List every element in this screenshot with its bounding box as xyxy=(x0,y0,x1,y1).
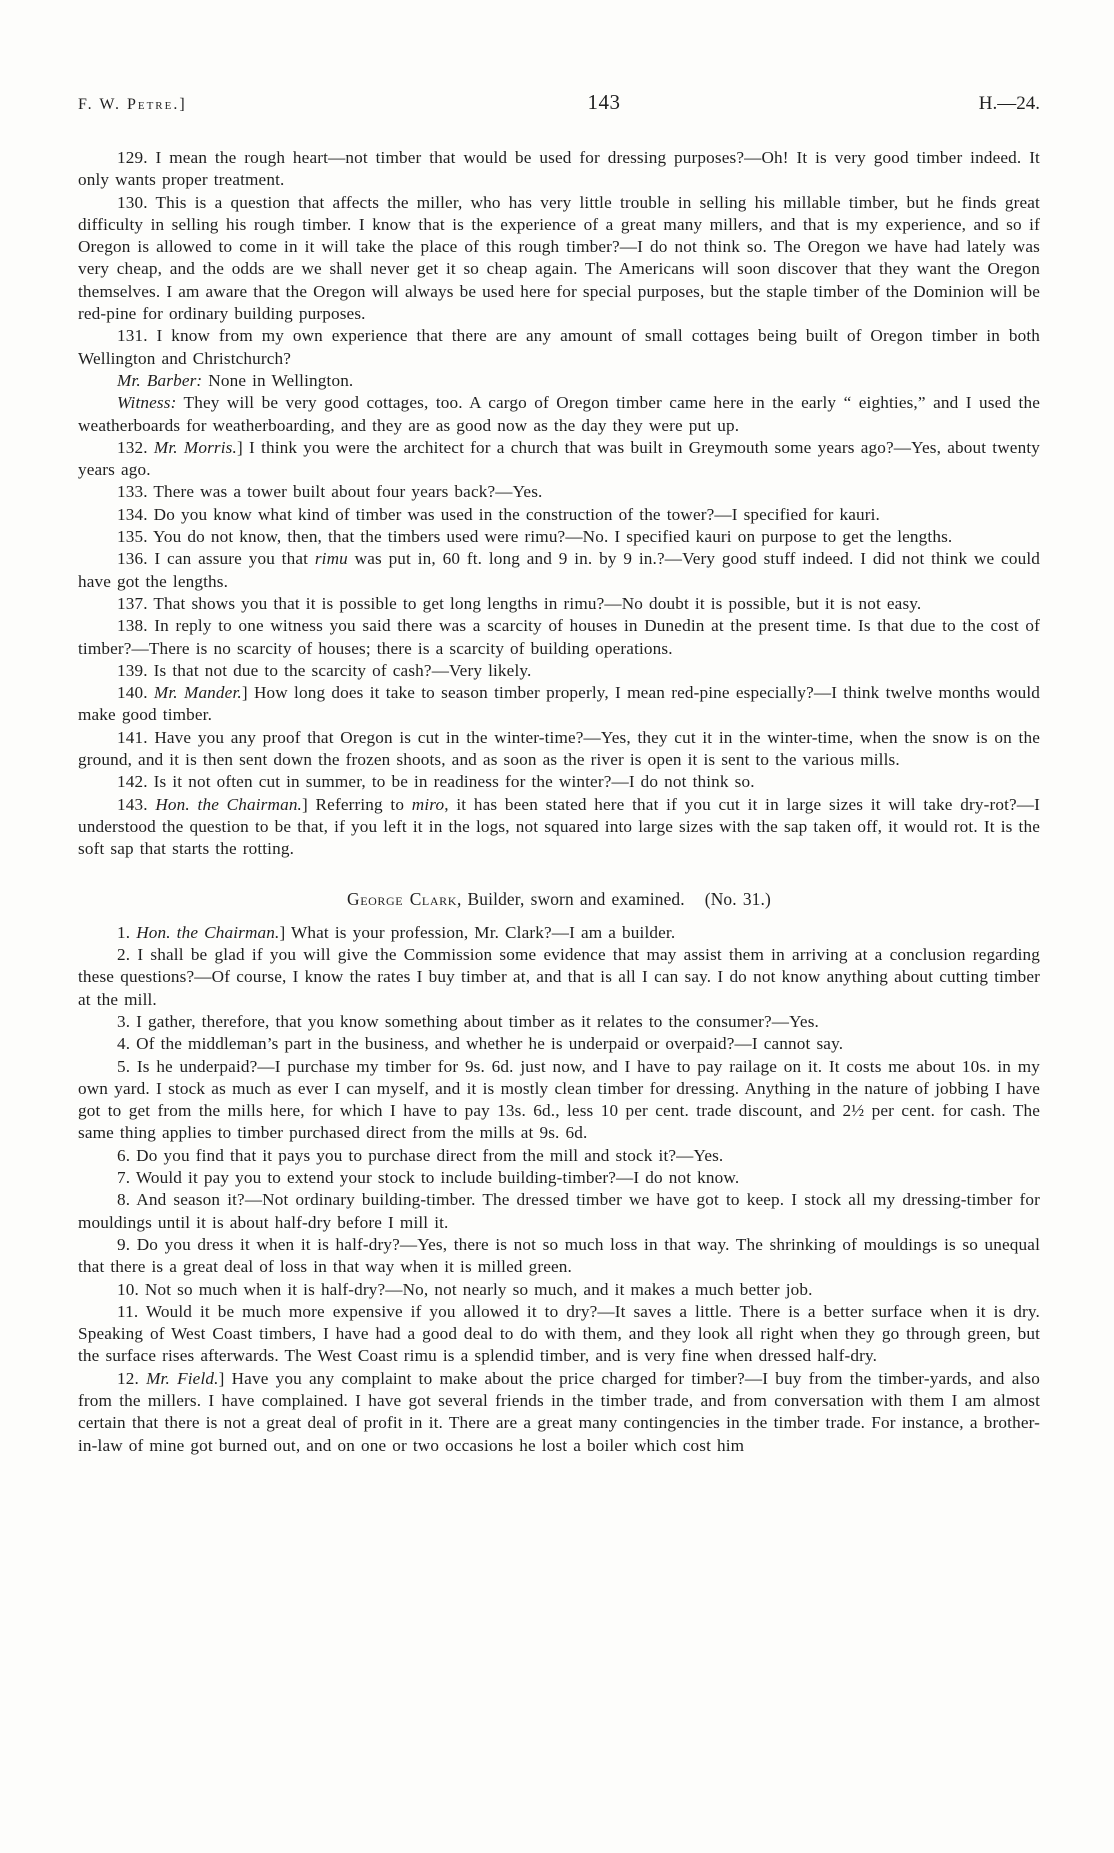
paragraph-segment: Mr. Barber: xyxy=(117,370,203,390)
paragraph-segment: Hon. the Chairman. xyxy=(155,794,303,814)
testimony-paragraph xyxy=(78,682,1040,727)
testimony-paragraph xyxy=(78,1279,1040,1301)
testimony-paragraph xyxy=(78,526,1040,548)
paragraph-segment: 132. xyxy=(117,437,154,457)
clark-testimony xyxy=(78,922,1040,1457)
paragraph-segment: 139. Is that not due to the scarcity of cash?—Very likely. xyxy=(117,660,532,680)
testimony-paragraph xyxy=(78,1234,1040,1279)
paragraph-segment: 133. There was a tower built about four years back?—Yes. xyxy=(117,482,543,502)
testimony-paragraph xyxy=(78,771,1040,793)
paragraph-segment: miro xyxy=(411,794,445,814)
paragraph-segment: Mr. Field. xyxy=(146,1368,219,1388)
testimony-paragraph xyxy=(78,1189,1040,1234)
paragraph-segment: 10. Not so much when it is half-dry?—No, not nearly so much, and it makes a much better job. xyxy=(117,1279,813,1299)
page-number: 143 xyxy=(587,90,621,114)
paragraph-segment: 141. Have you any proof that Oregon is cut in the winter-time?—Yes, they cut it in the winter-time, when the snow is on the ground, and it is then sent down the frozen shoots, and as soon as the river is open it is sent to the various mills. xyxy=(78,727,1040,770)
paragraph-segment: 134. Do you know what kind of timber was used in the construction of the tower?—I specified for kauri. xyxy=(117,504,880,524)
paragraph-segment: They will be very good cottages, too. A cargo of Oregon timber came here in the early “ eighties,” and I used the weatherboards for weatherboarding, and they are as good now as the day they were put up. xyxy=(78,393,1040,435)
testimony-paragraph xyxy=(78,1011,1040,1033)
paragraph-segment: 7. Would it pay you to extend your stock to include building-timber?—I do not know. xyxy=(117,1168,740,1188)
paragraph-segment: 3. I gather, therefore, that you know something about timber as it relates to the consumer?—Yes. xyxy=(117,1011,819,1031)
paragraph-segment: 9. Do you dress it when it is half-dry?—Yes, there is not so much loss in that way. The shrinking of mouldings is so unequal that there is a great deal of loss in that way when it is milled green. xyxy=(78,1234,1040,1277)
paper-number: H.—24. xyxy=(978,93,1040,114)
paragraph-segment: rimu xyxy=(314,549,348,569)
paragraph-segment: ] I think you were the architect for a church that was built in Greymouth some years ago?—Yes, about twenty years ago. xyxy=(78,437,1040,480)
testimony-paragraph xyxy=(78,727,1040,772)
testimony-paragraph xyxy=(78,437,1040,482)
testimony-paragraph xyxy=(78,192,1040,326)
testimony-paragraph xyxy=(78,615,1040,660)
testimony-paragraph xyxy=(78,794,1040,861)
paragraph-segment: 4. Of the middleman’s part in the business, and whether he is underpaid or overpaid?—I cannot say. xyxy=(117,1034,844,1054)
paragraph-segment: 131. I know from my own experience that there are any amount of small cottages being built of Oregon timber in both Wellington and Christchurch? xyxy=(78,326,1040,368)
paragraph-segment: 137. That shows you that it is possible to get long lengths in rimu?—No doubt it is possible, but it is not easy. xyxy=(117,593,922,613)
testimony-paragraph xyxy=(78,325,1040,370)
testimony-paragraph xyxy=(78,481,1040,503)
testimony-paragraph xyxy=(78,1368,1040,1457)
testimony-paragraph xyxy=(78,1033,1040,1055)
paragraph-segment: 8. And season it?—Not ordinary building-timber. The dressed timber we have got to keep. I stock all my dressing-timber for mouldings until it is about half-dry before I mill it. xyxy=(78,1190,1040,1232)
paragraph-segment: was put in, 60 ft. long and 9 in. by 9 in.?—Very good stuff indeed. I did not think we could have got the lengths. xyxy=(78,549,1040,591)
witness-section-heading xyxy=(78,888,1040,910)
testimony-paragraph xyxy=(78,1056,1040,1145)
paragraph-segment: 138. In reply to one witness you said there was a scarcity of houses in Dunedin at the present time. Is that due to the cost of timber?—There is no scarcity of houses; there is a scarcity of building operations. xyxy=(78,616,1040,658)
paragraph-segment: 129. I mean the rough heart—not timber that would be used for dressing purposes?—Oh! It is very good timber indeed. It only wants proper treatment. xyxy=(78,148,1040,190)
paragraph-segment: 142. Is it not often cut in summer, to be in readiness for the winter?—I do not think so. xyxy=(117,772,755,792)
testimony-paragraph xyxy=(78,548,1040,593)
paragraph-segment: 135. You do not know, then, that the timbers used were rimu?—No. I specified kauri on purpose to get the lengths. xyxy=(117,527,953,547)
paragraph-segment: ] Have you any complaint to make about the price charged for timber?—I buy from the timber-yards, and also from the millers. I have complained. I have got several friends in the timber trade, and from conversation with them I am almost certain that there is not a great deal of profit in it. There are a great many contingencies in the timber trade. For instance, a brother-in-law of mine got burned out, and on one or two occasions he lost a boiler which cost him xyxy=(78,1368,1040,1455)
witness-heading-number: (No. 31.) xyxy=(704,888,771,909)
testimony-paragraph xyxy=(78,593,1040,615)
document-body xyxy=(78,147,1040,1457)
paragraph-segment: ] How long does it take to season timber properly, I mean red-pine especially?—I think twelve months would make good timber. xyxy=(78,683,1040,725)
paragraph-segment: 5. Is he underpaid?—I purchase my timber for 9s. 6d. just now, and I have to pay railage on it. It costs me about 10s. in my own yard. I stock as much as ever I can myself, and it is mostly clean timber for dressing. Anything in the nature of jobbing I have got to get from the mills here, for which I have to pay 13s. 6d., less 10 per cent. trade discount, and 2½ per cent. for cash. The same thing applies to timber purchased direct from the mills at 9s. 6d. xyxy=(78,1056,1040,1143)
paragraph-segment: ] Referring to xyxy=(302,794,412,814)
page-header xyxy=(78,90,1040,115)
testimony-paragraph xyxy=(78,922,1040,944)
paragraph-segment: 1. xyxy=(117,922,137,942)
paragraph-segment: 11. Would it be much more expensive if you allowed it to dry?—It saves a little. There is a better surface when it is dry. Speaking of West Coast timbers, I have had a good deal to do with them, and they look all right when they go through green, but the surface rises afterwards. The West Coast rimu is a splendid timber, and is very fine when dressed half-dry. xyxy=(78,1301,1040,1366)
paragraph-segment: 6. Do you find that it pays you to purchase direct from the mill and stock it?—Yes. xyxy=(117,1145,724,1165)
paragraph-segment: 136. I can assure you that xyxy=(117,549,315,569)
paragraph-segment: Witness: xyxy=(117,393,177,413)
paragraph-segment: 12. xyxy=(117,1368,147,1388)
paragraph-segment: Mr. Mander. xyxy=(153,683,242,703)
testimony-paragraph xyxy=(78,660,1040,682)
paragraph-segment: 140. xyxy=(117,683,154,703)
testimony-paragraph xyxy=(78,147,1040,192)
testimony-paragraph xyxy=(78,392,1040,437)
witness-heading-name: George Clark xyxy=(347,888,457,909)
witness-heading-description: , Builder, sworn and examined. xyxy=(456,888,685,909)
testimony-paragraph xyxy=(78,944,1040,1011)
paragraph-segment: Mr. Morris. xyxy=(153,437,237,457)
paragraph-segment: Hon. the Chairman. xyxy=(136,922,280,942)
petre-testimony xyxy=(78,147,1040,861)
paragraph-segment: 130. This is a question that affects the miller, who has very little trouble in selling his millable timber, but he finds great difficulty in selling his rough timber. I know that is the experience of a great many millers, and that is my experience, and so if Oregon is allowed to come in it will take the place of this rough timber?—I do not think so. The Oregon we have had lately was very cheap, and the odds are we shall never get it so cheap again. The Americans will soon discover that they want the Oregon themselves. I am aware that the Oregon will always be used here for special purposes, but the staple timber of the Dominion will be red-pine for ordinary building purposes. xyxy=(78,192,1040,324)
testimony-paragraph xyxy=(78,1301,1040,1368)
testimony-paragraph xyxy=(78,370,1040,392)
paragraph-segment: , it has been stated here that if you cut it in large sizes it will take dry-rot?—I understood the question to be that, if you left it in the logs, not squared into large sizes with the sap taken off, it would rot. It is the soft sap that starts the rotting. xyxy=(78,794,1041,859)
paragraph-segment: 143. xyxy=(117,794,156,814)
testimony-paragraph xyxy=(78,504,1040,526)
paragraph-segment: None in Wellington. xyxy=(202,370,354,390)
testimony-paragraph xyxy=(78,1145,1040,1167)
header-witness-name: F. W. Petre.] xyxy=(78,96,187,113)
paragraph-segment: 2. I shall be glad if you will give the Commission some evidence that may assist them in arriving at a conclusion regarding these questions?—Of course, I know the rates I buy timber at, and that is all I can say. I do not know anything about cutting timber at the mill. xyxy=(78,945,1040,1009)
testimony-paragraph xyxy=(78,1167,1040,1189)
paragraph-segment: ] What is your profession, Mr. Clark?—I am a builder. xyxy=(279,922,676,942)
